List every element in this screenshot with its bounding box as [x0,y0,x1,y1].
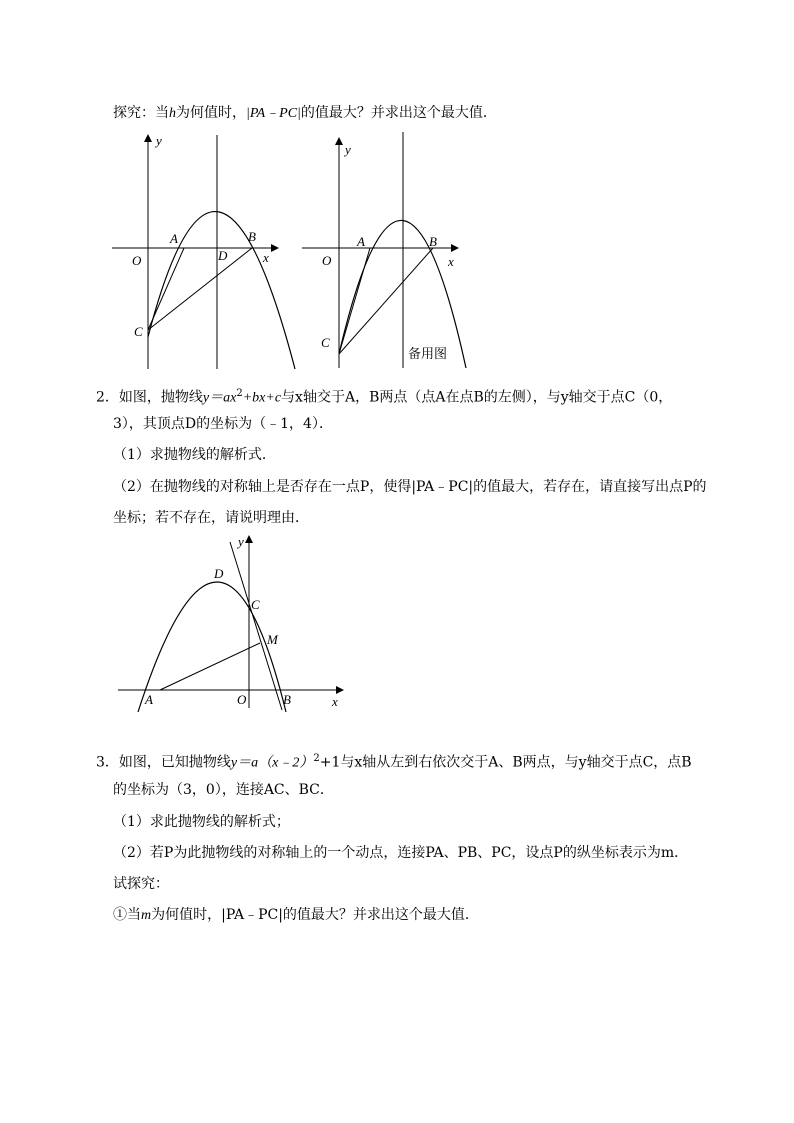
text-segment: 与x轴交于A，B两点（点A在点B的左侧），与y轴交于点C（0， [281,389,673,406]
exponent: 2 [236,388,243,399]
label-x: x [263,250,269,265]
figure-1 [100,125,310,370]
label-y: y [238,534,244,549]
label-A: A [170,231,178,246]
label-B: B [429,234,437,249]
problem3-q1: （1）求此抛物线的解析式； [113,814,290,830]
equation: +1 [319,754,341,771]
segment-AM [160,643,260,690]
segment-CB [148,248,252,330]
figure-caption: 备用图 [408,347,448,362]
equation: y＝ax [202,390,237,406]
label-C: C [251,597,260,612]
label-D: D [214,566,224,581]
variable-m: m [141,908,152,923]
label-O: O [322,253,332,268]
label-B: B [283,692,291,707]
figure-3 [110,532,360,712]
text-segment: 如图，已知抛物线 [118,754,231,771]
text-segment: 的值最大？并求出这个最大值． [300,105,497,121]
text-segment: 探究：当 [113,105,169,121]
tangent-line-CB [230,542,282,710]
label-B: B [248,229,256,244]
text-segment: 当 [127,907,141,923]
problem3-line1 [96,750,692,773]
problem2-q2-line1: （2）在抛物线的对称轴上是否存在一点P，使得|PA﹣PC|的值最大，若存在，请直接写出点P的 [113,479,707,495]
problem2-line2: 3），其顶点D的坐标为（﹣1，4）． [113,416,333,432]
problem-number: 3． [96,754,119,771]
equation: +bx+c [242,390,282,406]
problem3-line2: 的坐标为（3，0），连接AC、BC． [113,782,334,798]
problem-number: 2． [96,389,119,406]
label-y: y [156,133,162,148]
label-C: C [134,324,143,339]
explore-question [113,104,497,123]
label-A: A [357,234,365,249]
problem3-q2: （2）若P为此抛物线的对称轴上的一个动点，连接PA、PB、PC，设点P的纵坐标表示为m． [113,845,689,861]
label-x: x [448,254,454,269]
text-segment: 为何值时，|PA﹣PC|的值最大？并求出这个最大值． [151,907,479,923]
exponent: 2 [313,753,320,764]
problem2-q1: （1）求抛物线的解析式． [113,447,276,463]
segment-CA [339,248,370,354]
circled-number: ① [113,907,127,923]
figure-2 [300,130,475,370]
problem3-q3: 试探究： [113,876,169,892]
text-segment: 为何值时， [176,105,246,121]
problem3-q4 [113,906,479,925]
label-M: M [267,632,278,647]
text-segment: 与x轴从左到右依次交于A、B两点，与y轴交于点C，点B [340,754,692,771]
variable-h: h [169,106,176,121]
problem2-q2-line2: 坐标；若不存在，请说明理由． [113,510,309,526]
label-C: C [321,335,330,350]
problem2-line1 [96,385,672,408]
label-x: x [332,694,338,709]
text-segment: 如图，抛物线 [118,389,203,406]
label-O: O [237,692,247,707]
parabola [138,582,286,712]
abs-expression: |PA﹣PC| [246,106,301,121]
label-O: O [132,253,142,268]
equation: y＝a（x﹣2） [230,755,314,771]
label-y: y [345,142,351,157]
label-D: D [218,248,228,263]
label-A: A [145,692,153,707]
segment-CA [148,248,184,330]
